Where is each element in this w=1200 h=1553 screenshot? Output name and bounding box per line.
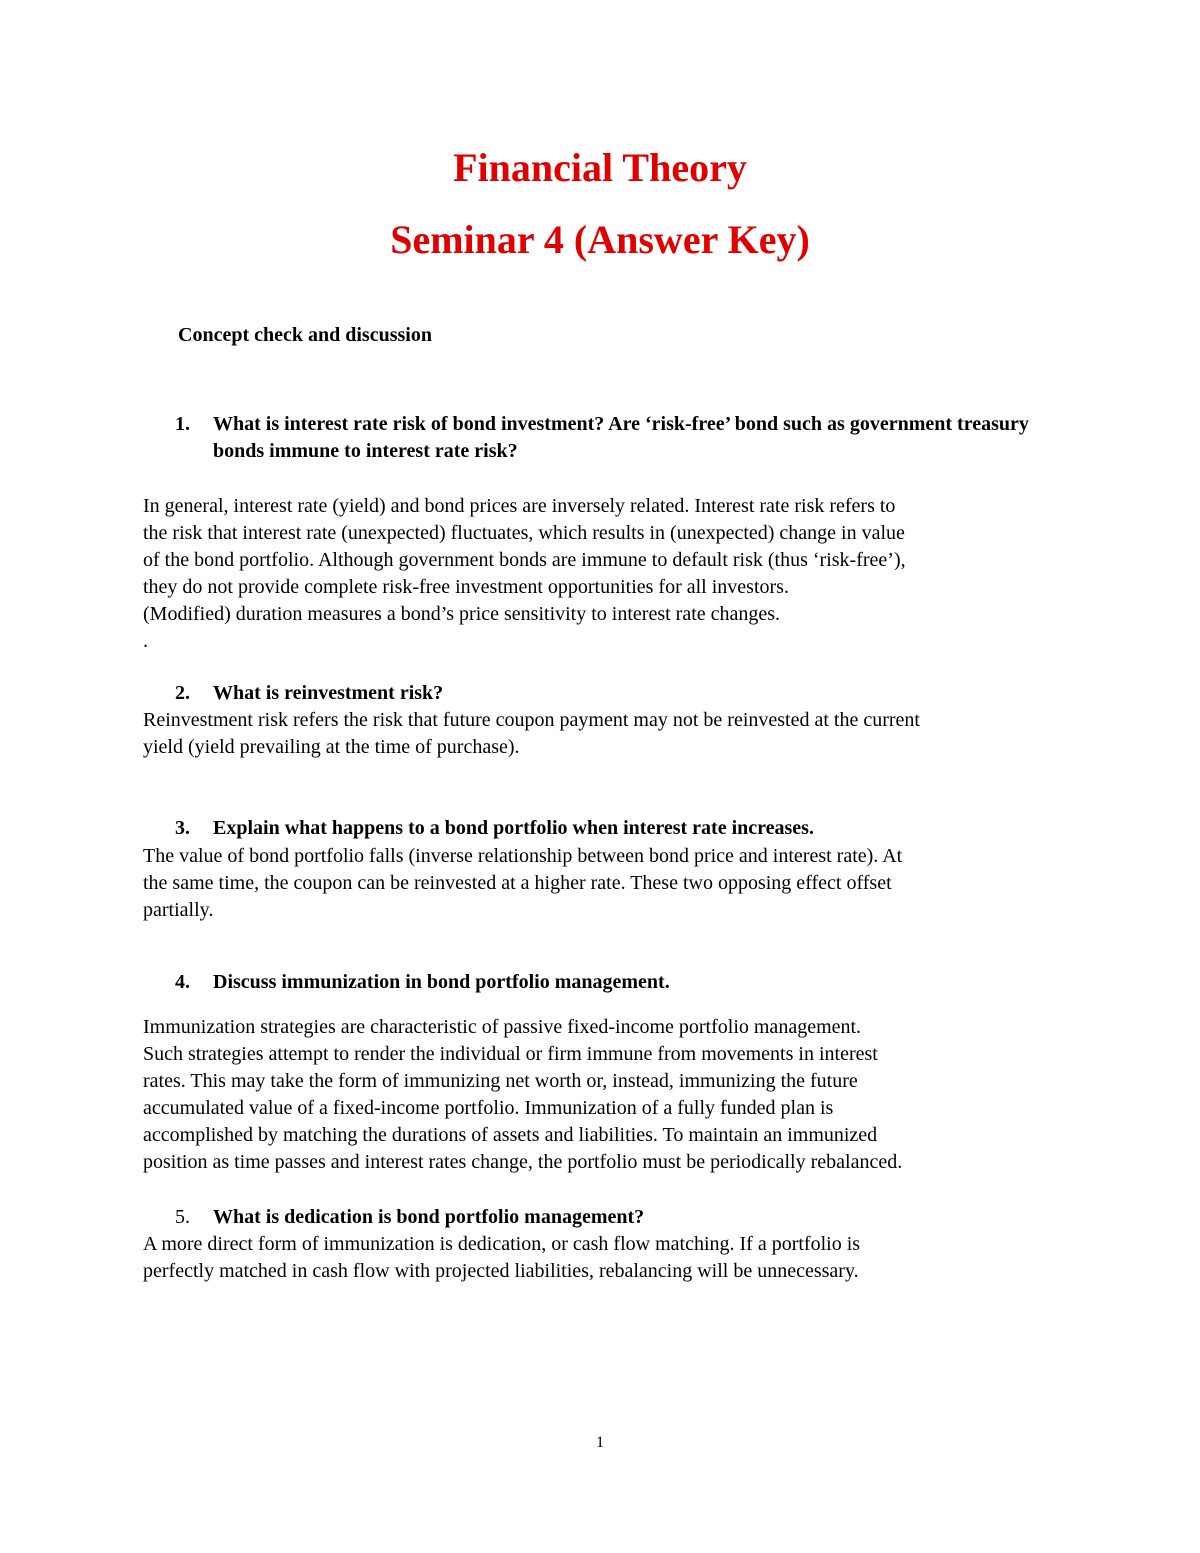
answer-line: the same time, the coupon can be reinvested at a higher rate. These two opposing effect offset — [143, 872, 892, 894]
answer-line: Reinvestment risk refers the risk that future coupon payment may not be reinvested at the current — [143, 709, 920, 731]
answer-4 — [143, 1014, 1063, 1176]
question-3 — [175, 815, 1075, 842]
answer-5 — [143, 1231, 1063, 1285]
section-heading: Concept check and discussion — [178, 324, 432, 346]
question-number: 3. — [175, 817, 190, 839]
answer-line: partially. — [143, 899, 214, 921]
question-5 — [175, 1204, 1075, 1231]
question-text: What is dedication is bond portfolio management? — [213, 1206, 645, 1228]
question-1 — [175, 411, 1075, 465]
document-subtitle: Seminar 4 (Answer Key) — [390, 217, 810, 262]
answer-line: perfectly matched in cash flow with projected liabilities, rebalancing will be unnecessary. — [143, 1260, 859, 1282]
answer-3 — [143, 843, 1063, 924]
answer-line: Immunization strategies are characteristic of passive fixed-income portfolio management. — [143, 1016, 862, 1038]
answer-line: the risk that interest rate (unexpected) fluctuates, which results in (unexpected) change in value — [143, 522, 905, 544]
question-text: Explain what happens to a bond portfolio when interest rate increases. — [213, 817, 814, 839]
question-number: 5. — [175, 1206, 190, 1228]
question-number: 1. — [175, 413, 190, 435]
answer-line: yield (yield prevailing at the time of purchase). — [143, 736, 520, 758]
answer-line: Such strategies attempt to render the individual or firm immune from movements in interest — [143, 1043, 878, 1065]
question-2 — [175, 680, 1075, 707]
question-text: Discuss immunization in bond portfolio management. — [213, 971, 670, 993]
answer-2 — [143, 707, 1063, 761]
question-4 — [175, 969, 1075, 996]
answer-line: accumulated value of a fixed-income portfolio. Immunization of a fully funded plan is — [143, 1097, 834, 1119]
answer-line: position as time passes and interest rates change, the portfolio must be periodically rebalanced. — [143, 1151, 903, 1173]
answer-line: . — [143, 630, 148, 652]
document-title: Financial Theory — [453, 145, 747, 190]
answer-line: (Modified) duration measures a bond’s price sensitivity to interest rate changes. — [143, 603, 781, 625]
question-text: What is interest rate risk of bond investment? Are ‘risk-free’ bond such as government treasury bonds immune to interest rate risk? — [213, 413, 1029, 462]
answer-line: The value of bond portfolio falls (inverse relationship between bond price and interest rate). At — [143, 845, 903, 867]
answer-line: rates. This may take the form of immunizing net worth or, instead, immunizing the future — [143, 1070, 858, 1092]
answer-line: accomplished by matching the durations of assets and liabilities. To maintain an immunized — [143, 1124, 878, 1146]
answer-1 — [143, 493, 1063, 655]
answer-line: of the bond portfolio. Although government bonds are immune to default risk (thus ‘risk-free’), — [143, 549, 906, 571]
answer-line: In general, interest rate (yield) and bond prices are inversely related. Interest rate risk refers to — [143, 495, 896, 517]
question-text: What is reinvestment risk? — [213, 682, 444, 704]
page-number: 1 — [596, 1434, 604, 1451]
question-number: 4. — [175, 971, 190, 993]
question-number: 2. — [175, 682, 190, 704]
answer-line: A more direct form of immunization is dedication, or cash flow matching. If a portfolio is — [143, 1233, 861, 1255]
answer-line: they do not provide complete risk-free investment opportunities for all investors. — [143, 576, 789, 598]
